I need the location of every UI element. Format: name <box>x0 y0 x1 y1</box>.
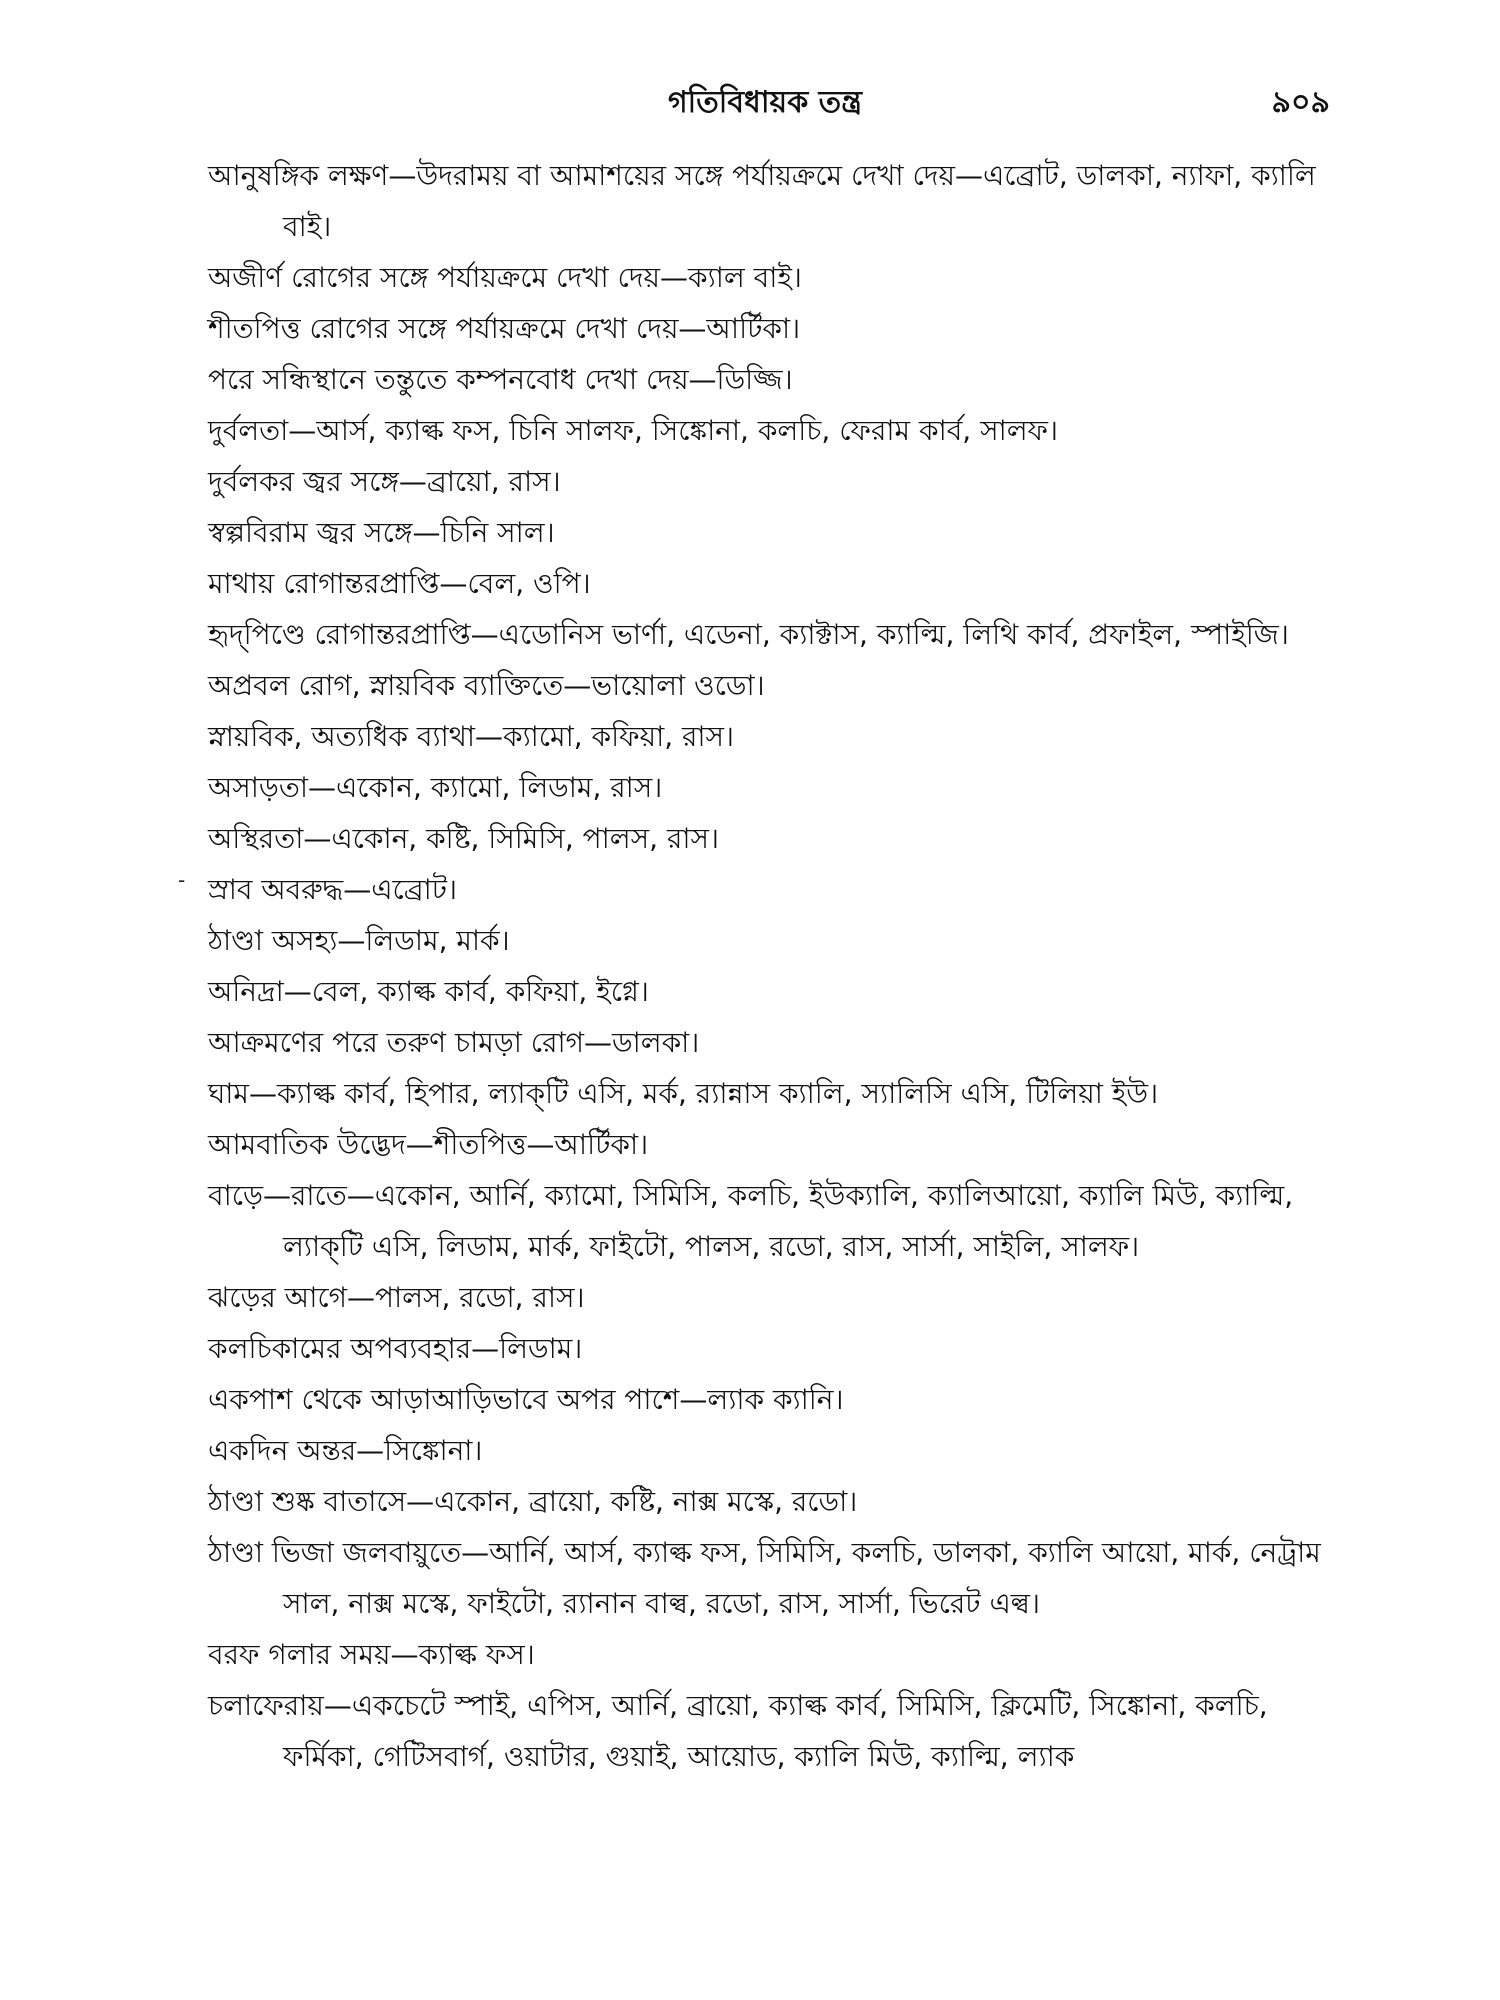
entry: ঠাণ্ডা ভিজা জলবায়ুতে—আর্নি, আর্স, ক্যাল্ক ফস, সিমিসি, কলচি, ডালকা, ক্যালি আয়ো, মার্ক, নেট্রাম সাল, নাক্স মস্কে, ফাইটো, র‍্যানান বাল্ব, রডো, রাস, সার্সা, ভিরেট এল্ব। <box>208 1536 1321 1620</box>
entry: স্বল্পবিরাম জ্বর সঙ্গে—চিনি সাল। <box>208 516 555 549</box>
page-header <box>200 70 1330 130</box>
entry: একপাশ থেকে আড়াআড়িভাবে অপর পাশে—ল্যাক ক্যানি। <box>208 1383 844 1416</box>
entry-list <box>208 150 1330 1782</box>
entry: চলাফেরায়—একচেটে স্পাই, এপিস, আর্নি, ব্রায়ো, ক্যাল্ক কার্ব, সিমিসি, ক্লিমেটি, সিঙ্কোনা, কলচি, ফর্মিকা, গেটিসবার্গ, ওয়াটার, গুয়াই, আয়োড, ক্যালি মিউ, ক্যাল্মি, ল্যাক <box>208 1689 1268 1773</box>
entry: দুর্বলতা—আর্স, ক্যাল্ক ফস, চিনি সালফ, সিঙ্কোনা, কলচি, ফেরাম কার্ব, সালফ। <box>208 414 1059 447</box>
entry: আক্রমণের পরে তরুণ চামড়া রোগ—ডালকা। <box>208 1026 700 1059</box>
entry: অপ্রবল রোগ, স্নায়বিক ব্যাক্তিতে—ভায়োলা ওডো। <box>208 669 765 702</box>
entry: একদিন অন্তর—সিঙ্কোনা। <box>208 1434 483 1467</box>
entry: বরফ গলার সময়—ক্যাল্ক ফস। <box>208 1638 535 1671</box>
margin-mark: - <box>178 868 186 892</box>
entry: অনিদ্রা—বেল, ক্যাল্ক কার্ব, কফিয়া, ইগ্নে। <box>208 975 649 1008</box>
entry: ঘাম—ক্যাল্ক কার্ব, হিপার, ল্যাক্‌টি এসি, মর্ক, র‍্যান্নাস ক্যালি, স্যালিসি এসি, টিলিয়া ইউ। <box>208 1077 1159 1110</box>
entry: আনুষঙ্গিক লক্ষণ—উদরাময় বা আমাশয়ের সঙ্গে পর্যায়ক্রমে দেখা দেয়—এব্রোট, ডালকা, ন্যাফা, ক্যালি বাই। <box>208 159 1316 243</box>
entry: মাথায় রোগান্তরপ্রাপ্তি—বেল, ওপি। <box>208 567 591 600</box>
entry: ঝড়ের আগে—পালস, রডো, রাস। <box>208 1281 585 1314</box>
page-number: ৯০৯ <box>1271 85 1330 120</box>
entry: পরে সন্ধিস্থানে তন্তুতে কম্পনবোধ দেখা দেয়—ডিজ্জি। <box>208 363 793 396</box>
entry: অস্থিরতা—একোন, কষ্টি, সিমিসি, পালস, রাস। <box>208 822 719 855</box>
entry: অজীর্ণ রোগের সঙ্গে পর্যায়ক্রমে দেখা দেয়—ক্যাল বাই। <box>208 261 802 294</box>
entry: বাড়ে—রাতে—একোন, আর্নি, ক্যামো, সিমিসি, কলচি, ইউক্যালি, ক্যালিআয়ো, ক্যালি মিউ, ক্যাল্মি, ল্যাক্‌টি এসি, লিডাম, মার্ক, ফাইটো, পালস, রডো, রাস, সার্সা, সাইলি, সালফ। <box>208 1179 1294 1263</box>
entry: অসাড়তা—একোন, ক্যামো, লিডাম, রাস। <box>208 771 663 804</box>
entry: আমবাতিক উদ্ভেদ—শীতপিত্ত—আর্টিকা। <box>208 1128 649 1161</box>
entry: হৃদ্‌পিণ্ডে রোগান্তরপ্রাপ্তি—এডোনিস ভার্ণা, এডেনা, ক্যাক্টাস, ক্যাল্মি, লিথি কার্ব, প্রফাইল, স্পাইজি। <box>208 618 1289 651</box>
entry: শীতপিত্ত রোগের সঙ্গে পর্যায়ক্রমে দেখা দেয়—আর্টিকা। <box>208 312 801 345</box>
entry: ঠাণ্ডা শুষ্ক বাতাসে—একোন, ব্রায়ো, কষ্টি, নাক্স মস্কে, রডো। <box>208 1485 858 1518</box>
entry: স্রাব অবরুদ্ধ—এব্রোট। <box>208 873 458 906</box>
entry: কলচিকামের অপব্যবহার—লিডাম। <box>208 1332 583 1365</box>
entry: স্নায়বিক, অত্যধিক ব্যাথা—ক্যামো, কফিয়া, রাস। <box>208 720 735 753</box>
entry: দুর্বলকর জ্বর সঙ্গে—ব্রায়ো, রাস। <box>208 465 561 498</box>
entry: ঠাণ্ডা অসহ্য—লিডাম, মার্ক। <box>208 924 510 957</box>
page-title: গতিবিধায়ক তন্ত্র <box>668 85 862 120</box>
